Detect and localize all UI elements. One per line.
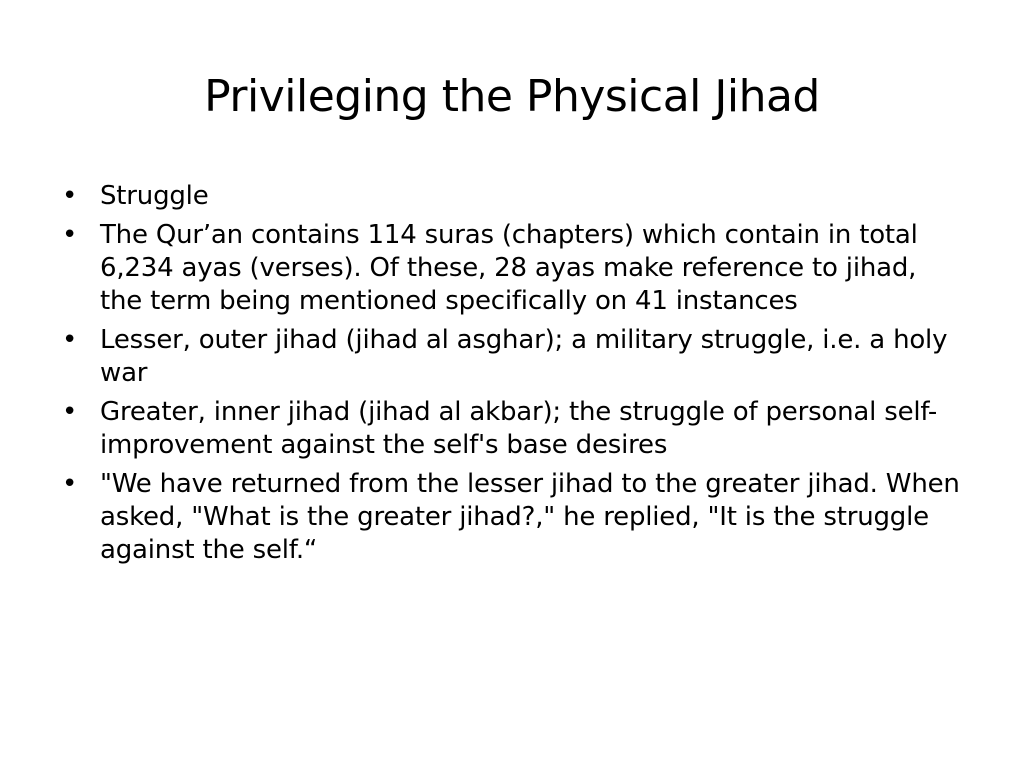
bullet-text: "We have returned from the lesser jihad to the greater jihad. When asked, "What is the greater jihad?," he replied, "It is the struggle against the self.“: [100, 469, 960, 565]
bullet-list: [62, 180, 962, 573]
bullet-item: [62, 468, 962, 567]
bullet-marker: •: [62, 325, 78, 355]
bullet-item: [62, 219, 962, 318]
bullet-text: Greater, inner jihad (jihad al akbar); the struggle of personal self-improvement against the self's base desires: [100, 397, 938, 460]
bullet-text: The Qur’an contains 114 suras (chapters) which contain in total 6,234 ayas (verses). Of these, 28 ayas make reference to jihad, the term being mentioned specifically on 41 instances: [100, 220, 918, 316]
bullet-marker: •: [62, 397, 78, 427]
bullet-item: [62, 324, 962, 390]
bullet-text: Lesser, outer jihad (jihad al asghar); a military struggle, i.e. a holy war: [100, 325, 948, 388]
bullet-marker: •: [62, 220, 78, 250]
bullet-marker: •: [62, 469, 78, 499]
bullet-text: Struggle: [100, 181, 209, 211]
bullet-item: [62, 396, 962, 462]
slide-title: Privileging the Physical Jihad: [204, 71, 820, 122]
bullet-marker: •: [62, 181, 78, 211]
bullet-item: [62, 180, 962, 213]
